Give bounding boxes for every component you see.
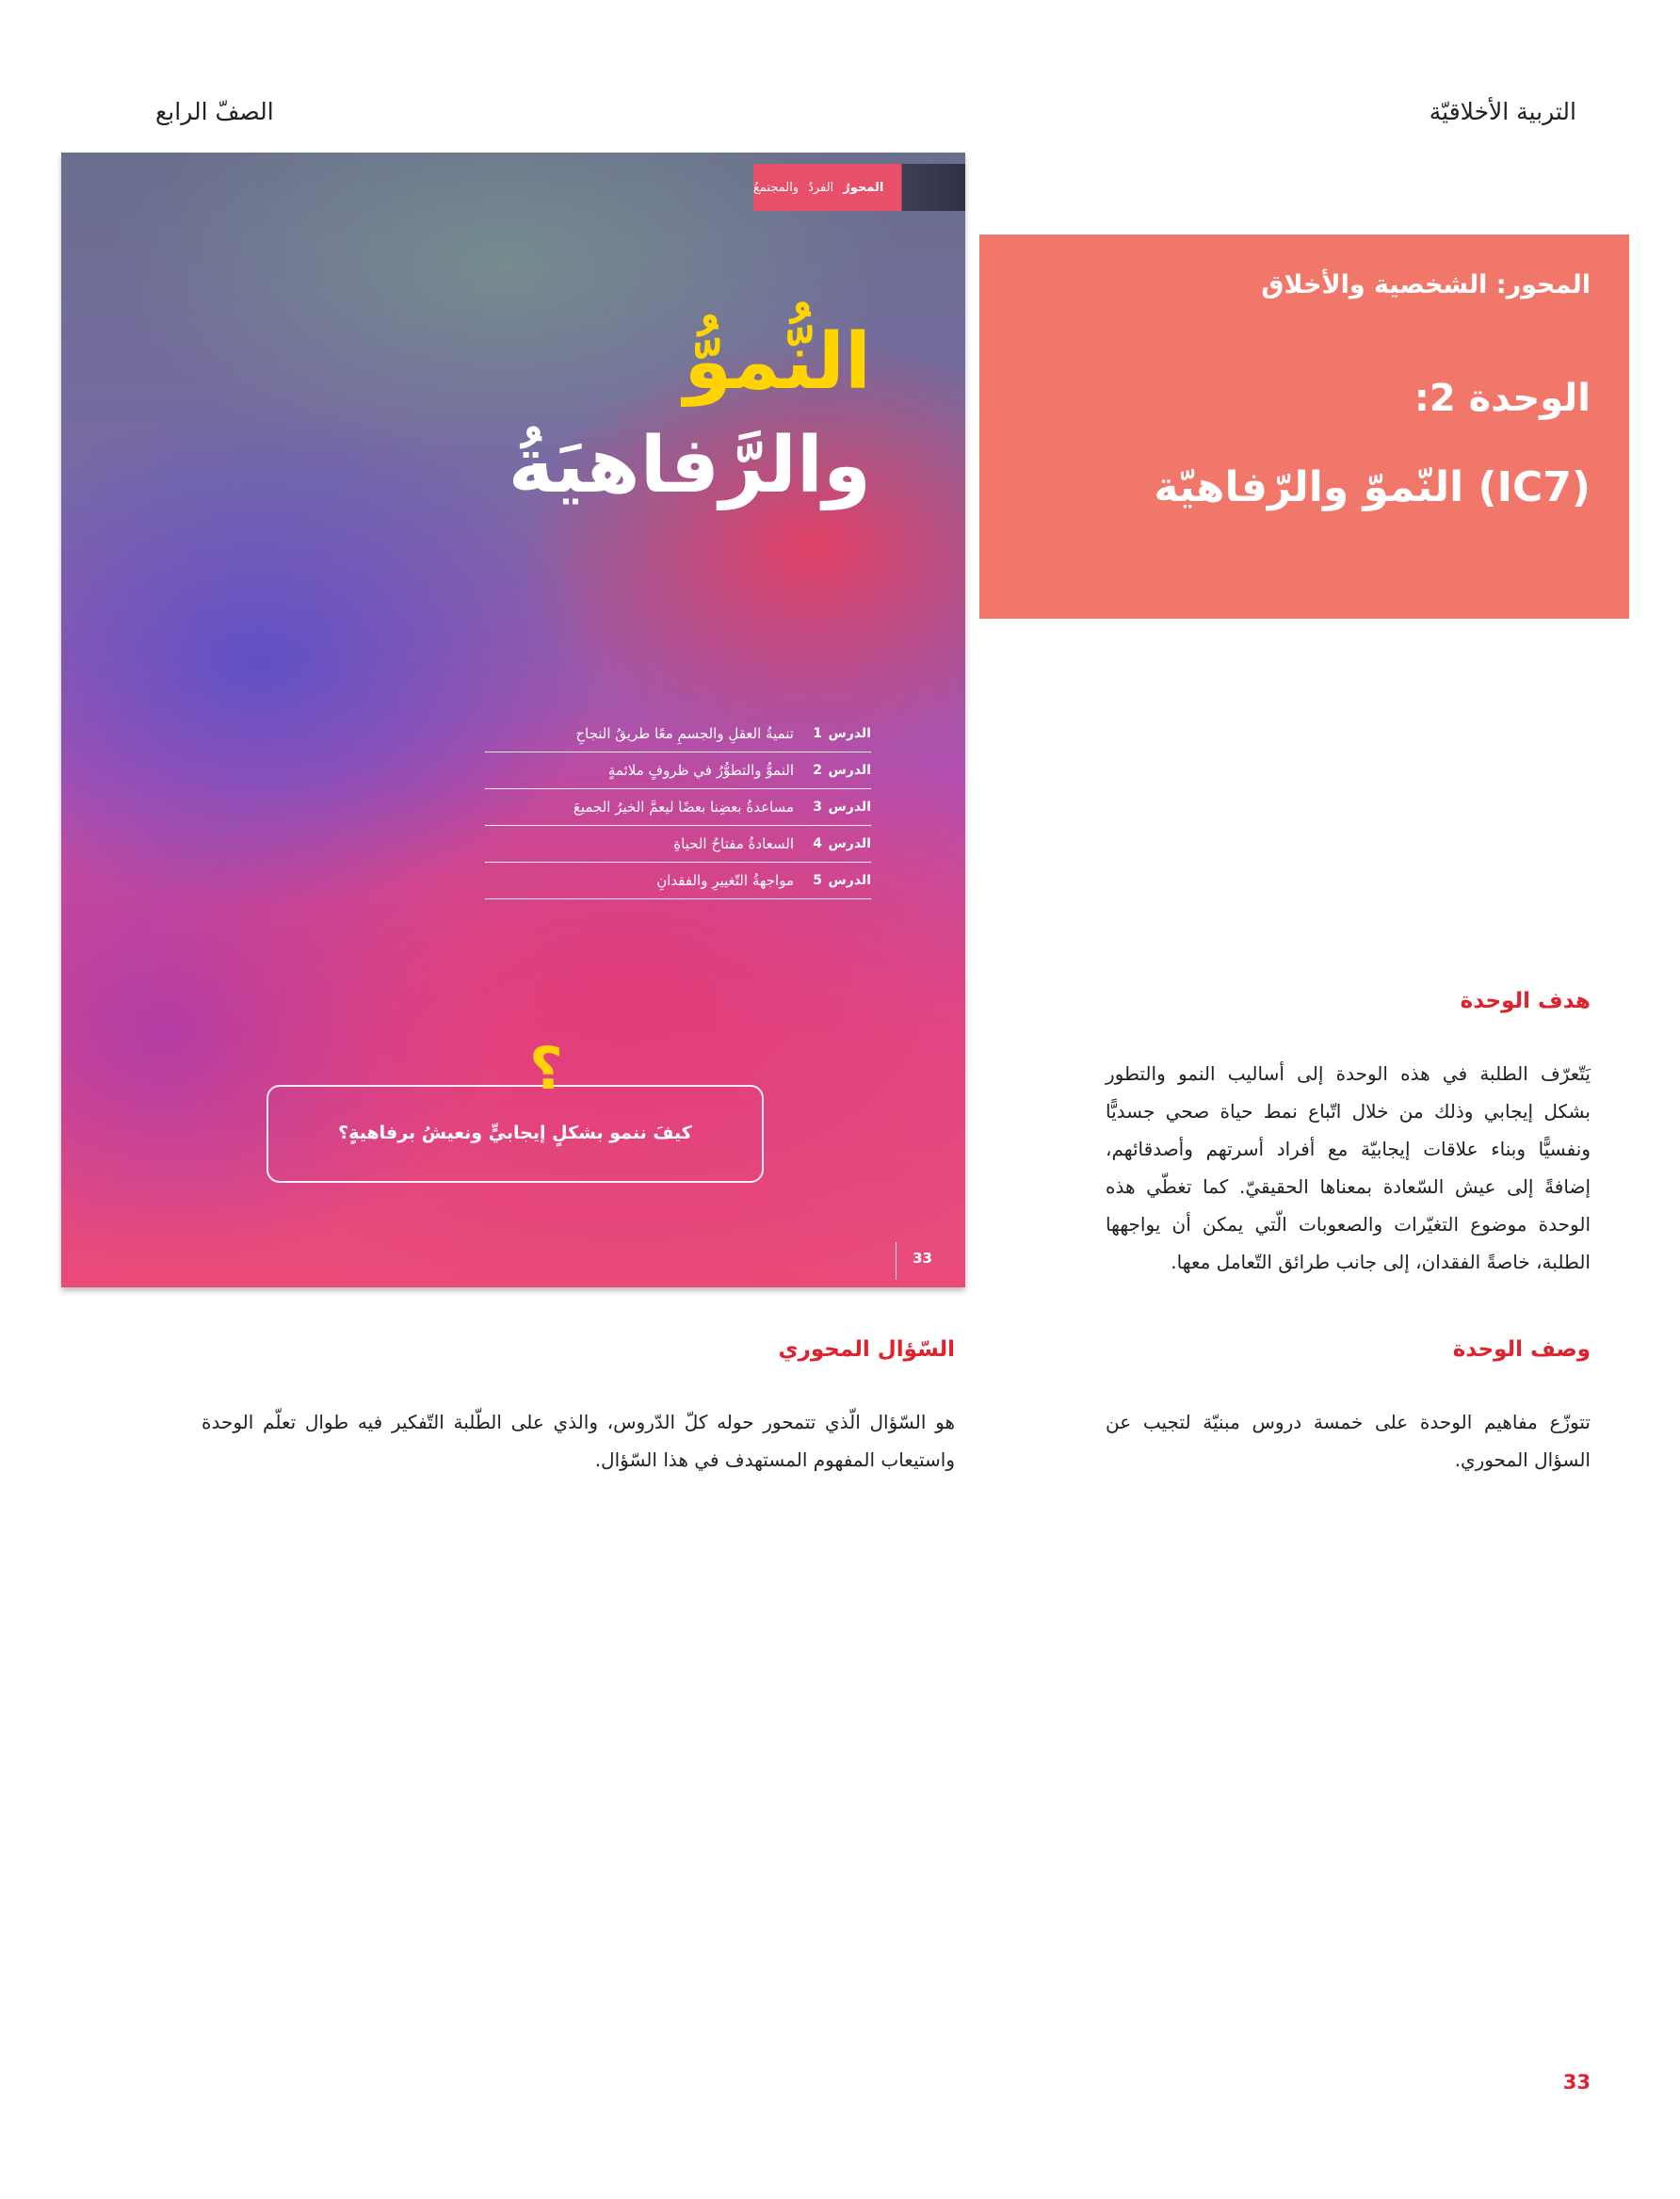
lesson-title: مواجهةُ التّغييرِ والفقدانِ — [656, 872, 794, 889]
unit-name: (IC7) النّموّ والرّفاهيّة — [1154, 463, 1591, 511]
lesson-number: 3 — [813, 800, 822, 815]
cover-tab-item: الفردُ — [808, 180, 834, 195]
lesson-number: 5 — [813, 873, 822, 888]
unit-number: الوحدة 2: — [1413, 377, 1591, 420]
central-question-text: كيفَ ننمو بشكلٍ إيجابيٍّ ونعيشُ برفاهيةٍ؟ — [338, 1123, 692, 1143]
central-question-body: هو السّؤال الّذي تتمحور حوله كلّ الدّروس، والذي على الطّلبة التّفكير فيه طوال تعلّم الوحدة واستيعاب المفهوم المستهدف في هذا السّؤال. — [202, 1411, 955, 1471]
page-number: 33 — [1562, 2071, 1591, 2094]
cover-page-divider — [896, 1242, 897, 1280]
subject-title: التربية الأخلاقيّة — [1429, 98, 1576, 125]
cover-tab-label: المحورُ — [843, 180, 884, 195]
lesson-word: الدرس — [828, 873, 871, 888]
lesson-row — [485, 826, 871, 863]
lesson-row — [485, 789, 871, 826]
lesson-number: 2 — [813, 763, 822, 778]
lesson-number: 4 — [813, 836, 822, 851]
unit-description-body: تتوزّع مفاهيم الوحدة على خمسة دروس مبنيّة لتجيب عن السؤال المحوري. — [1106, 1411, 1591, 1471]
lesson-title: النموُّ والتطوُّرُ في ظروفٍ ملائمةٍ — [607, 762, 794, 779]
lesson-title: تنميةُ العقلِ والجسمِ معًا طريقُ النجاحِ — [575, 725, 794, 742]
cover-page-number: 33 — [913, 1250, 932, 1267]
lesson-number: 1 — [813, 726, 822, 741]
cover-axis-tab — [753, 164, 965, 211]
unit-description-heading: وصف الوحدة — [1452, 1337, 1591, 1362]
question-mark-icon: ؟ — [529, 1034, 563, 1103]
cover-title-line1: النُّموُّ — [684, 317, 871, 407]
lesson-row — [485, 863, 871, 899]
lesson-word: الدرس — [828, 726, 871, 741]
lesson-list — [485, 716, 871, 899]
lesson-title: مساعدةُ بعضِنا بعضًا ليعمَّ الخيرُ الجميعَ — [573, 799, 794, 816]
unit-goal-heading: هدف الوحدة — [1460, 989, 1591, 1013]
lesson-word: الدرس — [828, 800, 871, 815]
lesson-title: السعادةُ مفتاحُ الحياةِ — [673, 835, 794, 852]
unit-cover-image — [61, 153, 965, 1287]
unit-goal-body: يَتّعرّف الطلبة في هذه الوحدة إلى أساليب النمو والتطور بشكل إيجابي وذلك من خلال اتّباع نمط حياة صحي جسديًّا ونفسيًّا وبناء علاقات إيجابيّة مع أفراد أسرتهم وأصدقائهم، إضافةً إلى عيش السّعادة بمعناها الحقيقيّ. كما تغطّي هذه الوحدة موضوع التغيّرات والصعوبات الّتي يمكن أن يواجهها الطلبة، خاصةً الفقدان، إلى جانب طرائق التّعامل معها. — [1106, 1062, 1591, 1273]
cover-title-line2: والرَّفاهيَةُ — [508, 421, 871, 510]
central-question-heading: السّؤال المحوري — [778, 1337, 955, 1362]
grade-label: الصفّ الرابع — [155, 98, 274, 125]
lesson-row — [485, 752, 871, 789]
lesson-word: الدرس — [828, 836, 871, 851]
cover-tab-item: والمجتمعُ — [753, 180, 800, 195]
lesson-row — [485, 716, 871, 752]
lesson-word: الدرس — [828, 763, 871, 778]
axis-label: المحور: الشخصية والأخلاق — [1261, 270, 1591, 299]
